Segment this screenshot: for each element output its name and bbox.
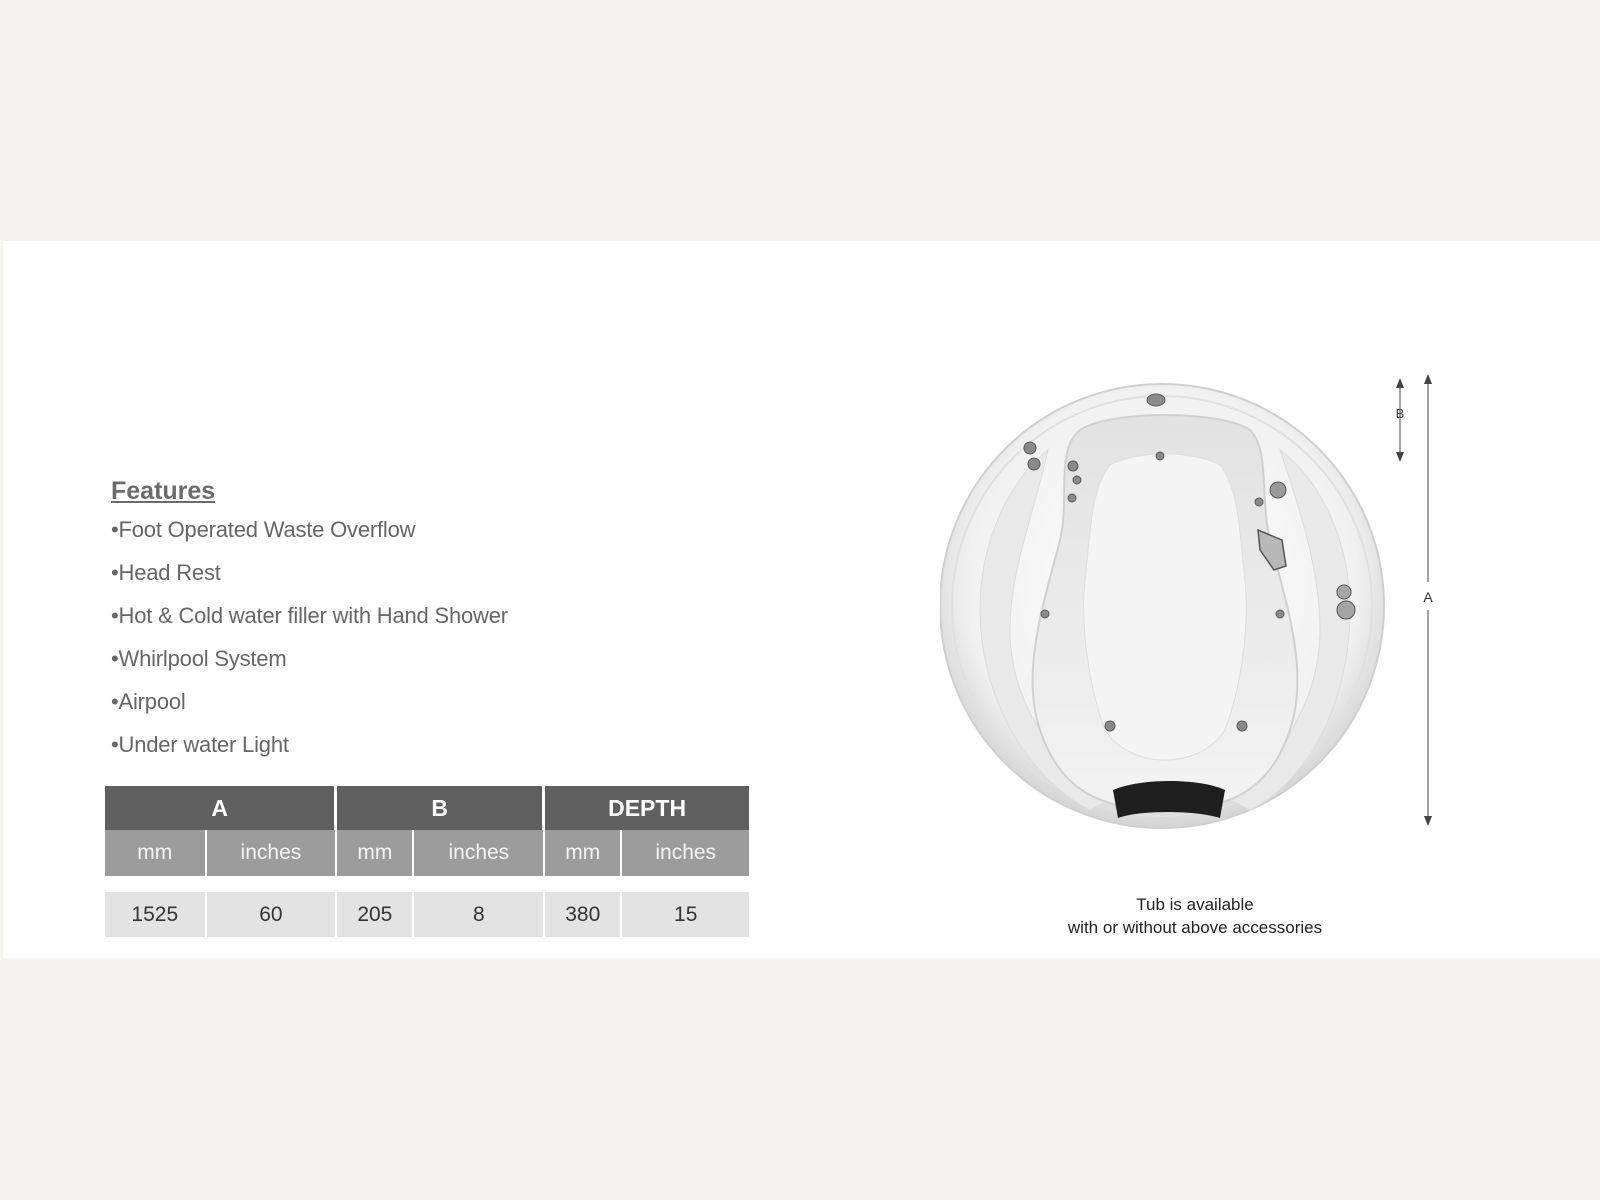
dimensions-header-row — [105, 786, 749, 830]
dimension-b-arrow-bottom — [1396, 452, 1404, 462]
jet — [1237, 721, 1247, 731]
feature-item: • Hot & Cold water filler with Hand Shower — [111, 601, 751, 644]
dimension-b-label: B — [1395, 406, 1405, 421]
caption-line-2: with or without above accessories — [1067, 918, 1323, 937]
feature-item: • Whirlpool System — [111, 644, 751, 687]
unit-cell: inches — [414, 830, 545, 876]
unit-cell: inches — [622, 830, 749, 876]
unit-cell: inches — [207, 830, 338, 876]
caption-line-1: Tub is available — [1136, 895, 1254, 914]
value-cell: 15 — [622, 892, 749, 937]
dimension-a-arrow-top — [1424, 374, 1432, 384]
jet — [1105, 721, 1115, 731]
table-spacer — [105, 876, 749, 892]
tub-seat — [1084, 454, 1247, 760]
value-cell: 8 — [414, 892, 545, 937]
jet — [1028, 458, 1040, 470]
value-cell: 205 — [337, 892, 414, 937]
unit-cell: mm — [105, 830, 207, 876]
dimension-a-arrow-bottom — [1424, 816, 1432, 826]
jet — [1147, 394, 1165, 406]
jet — [1068, 461, 1078, 471]
dimension-b-arrow-top — [1396, 378, 1404, 388]
hand-shower-icon — [1337, 585, 1351, 599]
jet — [1255, 498, 1263, 506]
dimensions-table — [105, 786, 749, 937]
value-cell: 60 — [207, 892, 338, 937]
hand-shower-icon — [1337, 601, 1355, 619]
dimension-group-b: B — [337, 786, 545, 830]
jet — [1156, 452, 1164, 460]
feature-item: • Foot Operated Waste Overflow — [111, 515, 751, 558]
value-cell: 1525 — [105, 892, 207, 937]
features-title: Features — [111, 477, 216, 505]
unit-cell: mm — [545, 830, 622, 876]
dimension-group-depth: DEPTH — [545, 786, 749, 830]
unit-cell: mm — [337, 830, 414, 876]
features-section — [111, 475, 751, 773]
dimensions-values-row — [105, 892, 749, 937]
features-list — [111, 515, 751, 773]
dimensions-units-row — [105, 830, 749, 876]
feature-item: • Under water Light — [111, 730, 751, 773]
value-cell: 380 — [545, 892, 622, 937]
feature-item: • Airpool — [111, 687, 751, 730]
control-knob — [1270, 482, 1286, 498]
jet — [1073, 476, 1081, 484]
jet — [1068, 494, 1076, 502]
feature-item: • Head Rest — [111, 558, 751, 601]
jet — [1041, 610, 1049, 618]
jet — [1276, 610, 1284, 618]
dimension-a-label: A — [1423, 589, 1433, 605]
tub-diagram — [940, 370, 1460, 840]
availability-caption — [1030, 893, 1360, 939]
jet — [1024, 442, 1036, 454]
dimension-group-a: A — [105, 786, 337, 830]
